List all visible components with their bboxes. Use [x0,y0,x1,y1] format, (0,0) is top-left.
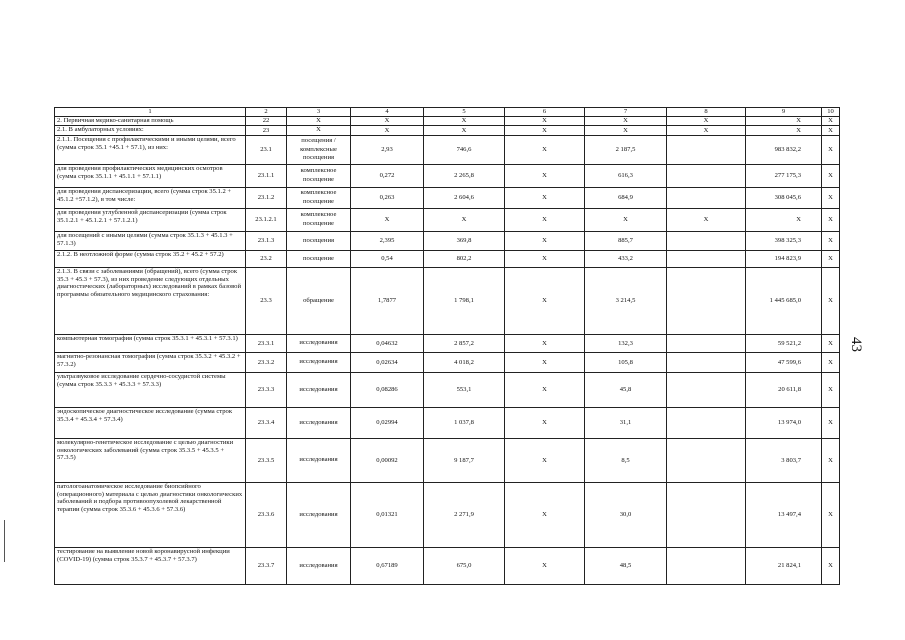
row-code-cell: 23.1.3 [246,231,287,250]
row-name-cell: для проведения профилактических медицинских осмотров (сумма строк 35.1.1 + 45.1.1 + 57.1.1) [55,164,246,187]
col7-cell: 45,8 [585,372,667,407]
col6-cell: X [505,372,585,407]
col4-cell: X [351,208,424,231]
col10-cell: X [822,352,840,372]
unit-cell: исследования [287,438,351,482]
col8-cell [667,334,746,352]
page-number: 43 [848,337,864,352]
table-row [55,250,840,267]
row-name-cell: компьютерная томография (сумма строк 35.3.1 + 45.3.1 + 57.3.1) [55,334,246,352]
col6-cell: X [505,352,585,372]
unit-cell: комплексное посещение [287,208,351,231]
row-name-cell: 2.1.2. В неотложной форме (сумма строк 35.2 + 45.2 + 57.2) [55,250,246,267]
col7-cell: X [585,208,667,231]
unit-cell: комплексное посещение [287,164,351,187]
row-name-cell: 2.1. В амбулаторных условиях: [55,126,246,136]
col4-cell: X [351,116,424,126]
col8-cell [667,407,746,438]
row-code-cell: 23.3.7 [246,547,287,584]
col5-cell: 2 271,9 [424,482,505,547]
col5-cell: 802,2 [424,250,505,267]
col9-cell: 20 611,8 [746,372,822,407]
col10-cell: X [822,438,840,482]
unit-cell: исследования [287,334,351,352]
column-number: 7 [585,108,667,117]
table-row [55,407,840,438]
row-name-cell: ультразвуковое исследование сердечно-сосудистой системы (сумма строк 35.3.3 + 45.3.3 + 57.3.3) [55,372,246,407]
col10-cell: X [822,208,840,231]
col6-cell: X [505,407,585,438]
row-code-cell: 22 [246,116,287,126]
col7-cell: 8,5 [585,438,667,482]
col7-cell: 885,7 [585,231,667,250]
col4-cell: 0,08286 [351,372,424,407]
unit-cell: X [287,116,351,126]
col5-cell: 553,1 [424,372,505,407]
row-code-cell: 23.3 [246,267,287,334]
col8-cell: X [667,126,746,136]
column-number: 8 [667,108,746,117]
col10-cell: X [822,164,840,187]
col8-cell: X [667,208,746,231]
col4-cell: 0,04632 [351,334,424,352]
col6-cell: X [505,135,585,164]
col5-cell: 2 857,2 [424,334,505,352]
unit-cell: исследования [287,482,351,547]
col9-cell: 398 325,3 [746,231,822,250]
table-row [55,126,840,136]
col5-cell: 2 265,8 [424,164,505,187]
col5-cell: 746,6 [424,135,505,164]
col4-cell: X [351,126,424,136]
table-row [55,267,840,334]
col7-cell: X [585,116,667,126]
col5-cell: X [424,208,505,231]
unit-cell: обращение [287,267,351,334]
row-name-cell: патологоанатомическое исследование биопсийного (операционного) материала с целью диагностики онкологических заболеваний и подбора противоопухолевой лекарственной терапии (сумма строк 35.3.6 + 45.3.6 + 57.3.6) [55,482,246,547]
col7-cell: 3 214,5 [585,267,667,334]
col9-cell: 194 823,9 [746,250,822,267]
col8-cell [667,250,746,267]
col6-cell: X [505,547,585,584]
col8-cell [667,164,746,187]
col7-cell: 48,5 [585,547,667,584]
unit-cell: исследования [287,547,351,584]
col7-cell: 684,9 [585,187,667,208]
col9-cell: 47 599,6 [746,352,822,372]
col7-cell: 105,8 [585,352,667,372]
column-number-row [55,108,840,117]
table-row [55,547,840,584]
unit-cell: комплексное посещение [287,187,351,208]
col6-cell: X [505,164,585,187]
col10-cell: X [822,187,840,208]
col4-cell: 2,395 [351,231,424,250]
column-number: 2 [246,108,287,117]
col6-cell: X [505,267,585,334]
col10-cell: X [822,231,840,250]
col10-cell: X [822,116,840,126]
unit-cell: посещения [287,231,351,250]
table-row [55,334,840,352]
col6-cell: X [505,208,585,231]
row-code-cell: 23.1.2.1 [246,208,287,231]
unit-cell: исследования [287,352,351,372]
row-code-cell: 23.3.4 [246,407,287,438]
row-code-cell: 23.3.3 [246,372,287,407]
col5-cell: X [424,116,505,126]
data-table [54,107,840,585]
unit-cell: посещения / комплексные посещения [287,135,351,164]
col6-cell: X [505,126,585,136]
col5-cell: 369,8 [424,231,505,250]
col4-cell: 2,93 [351,135,424,164]
col9-cell: 983 832,2 [746,135,822,164]
row-code-cell: 23.3.1 [246,334,287,352]
col10-cell: X [822,135,840,164]
col4-cell: 0,272 [351,164,424,187]
row-code-cell: 23.3.2 [246,352,287,372]
col4-cell: 0,54 [351,250,424,267]
col9-cell: 13 974,0 [746,407,822,438]
col10-cell: X [822,126,840,136]
col8-cell [667,267,746,334]
unit-cell: X [287,126,351,136]
col6-cell: X [505,482,585,547]
col10-cell: X [822,250,840,267]
col6-cell: X [505,438,585,482]
col8-cell [667,231,746,250]
col4-cell: 0,67189 [351,547,424,584]
row-name-cell: магнитно-резонансная томография (сумма строк 35.3.2 + 45.3.2 + 57.3.2) [55,352,246,372]
column-number: 9 [746,108,822,117]
unit-cell: исследования [287,372,351,407]
row-name-cell: тестирование на выявление новой коронавирусной инфекции (COVID-19) (сумма строк 35.3.7 + 45.3.7 + 57.3.7) [55,547,246,584]
col9-cell: X [746,208,822,231]
col6-cell: X [505,231,585,250]
column-number: 4 [351,108,424,117]
col4-cell: 0,263 [351,187,424,208]
table-row [55,482,840,547]
table-row [55,187,840,208]
col10-cell: X [822,547,840,584]
row-name-cell: 2.1.1. Посещения с профилактическими и иными целями, всего (сумма строк 35.1 +45.1 + 57.1), из них: [55,135,246,164]
col9-cell: 21 824,1 [746,547,822,584]
col4-cell: 0,02634 [351,352,424,372]
col8-cell: X [667,116,746,126]
col7-cell: 132,3 [585,334,667,352]
col7-cell: 30,0 [585,482,667,547]
row-code-cell: 23.3.6 [246,482,287,547]
col9-cell: 308 045,6 [746,187,822,208]
col9-cell: 277 175,3 [746,164,822,187]
row-code-cell: 23.1.1 [246,164,287,187]
col8-cell [667,482,746,547]
row-code-cell: 23.1.2 [246,187,287,208]
col7-cell: 616,3 [585,164,667,187]
unit-cell: посещение [287,250,351,267]
col4-cell: 0,02994 [351,407,424,438]
col4-cell: 0,00092 [351,438,424,482]
col7-cell: X [585,126,667,136]
row-code-cell: 23.1 [246,135,287,164]
col5-cell: 1 037,8 [424,407,505,438]
col10-cell: X [822,372,840,407]
col8-cell [667,352,746,372]
col7-cell: 433,2 [585,250,667,267]
scan-edge-mark [4,520,5,562]
column-number: 1 [55,108,246,117]
column-number: 10 [822,108,840,117]
col5-cell: 9 187,7 [424,438,505,482]
table-row [55,164,840,187]
col7-cell: 2 187,5 [585,135,667,164]
col6-cell: X [505,116,585,126]
row-code-cell: 23.2 [246,250,287,267]
col10-cell: X [822,267,840,334]
column-number: 5 [424,108,505,117]
col8-cell [667,135,746,164]
column-number: 6 [505,108,585,117]
col9-cell: X [746,126,822,136]
col10-cell: X [822,482,840,547]
row-name-cell: 2. Первичная медико-санитарная помощь [55,116,246,126]
col10-cell: X [822,334,840,352]
unit-cell: исследования [287,407,351,438]
table-row [55,116,840,126]
col8-cell [667,187,746,208]
col9-cell: 1 445 685,0 [746,267,822,334]
row-name-cell: для посещений с иными целями (сумма строк 35.1.3 + 45.1.3 + 57.1.3) [55,231,246,250]
col8-cell [667,547,746,584]
col5-cell: X [424,126,505,136]
col4-cell: 0,01321 [351,482,424,547]
row-name-cell: 2.1.3. В связи с заболеваниями (обращений), всего (сумма строк 35.3 + 45.3 + 57.3), из них проведение следующих отдельных диагностических (лабораторных) исследований в рамках базовой программы обязательного медицинского страхования: [55,267,246,334]
row-name-cell: эндоскопическое диагностическое исследование (сумма строк 35.3.4 + 45.3.4 + 57.3.4) [55,407,246,438]
column-number: 3 [287,108,351,117]
col5-cell: 1 798,1 [424,267,505,334]
table-row [55,372,840,407]
table-row [55,208,840,231]
col4-cell: 1,7877 [351,267,424,334]
col10-cell: X [822,407,840,438]
table-row [55,231,840,250]
row-name-cell: для проведения диспансеризации, всего (сумма строк 35.1.2 + 45.1.2 +57.1.2), в том числе: [55,187,246,208]
row-name-cell: для проведения углубленной диспансеризации (сумма строк 35.1.2.1 + 45.1.2.1 + 57.1.2.1) [55,208,246,231]
row-name-cell: молекулярно-генетическое исследование с целью диагностики онкологических заболеваний (сумма строк 35.3.5 + 45.3.5 + 57.3.5) [55,438,246,482]
col6-cell: X [505,187,585,208]
table-row [55,135,840,164]
row-code-cell: 23.3.5 [246,438,287,482]
col6-cell: X [505,250,585,267]
col7-cell: 31,1 [585,407,667,438]
col9-cell: 3 803,7 [746,438,822,482]
table-body [55,108,840,585]
col9-cell: 13 497,4 [746,482,822,547]
col5-cell: 675,0 [424,547,505,584]
col9-cell: 59 521,2 [746,334,822,352]
col5-cell: 4 018,2 [424,352,505,372]
row-code-cell: 23 [246,126,287,136]
col6-cell: X [505,334,585,352]
col5-cell: 2 604,6 [424,187,505,208]
col8-cell [667,438,746,482]
table-row [55,352,840,372]
col8-cell [667,372,746,407]
table-row [55,438,840,482]
col9-cell: X [746,116,822,126]
